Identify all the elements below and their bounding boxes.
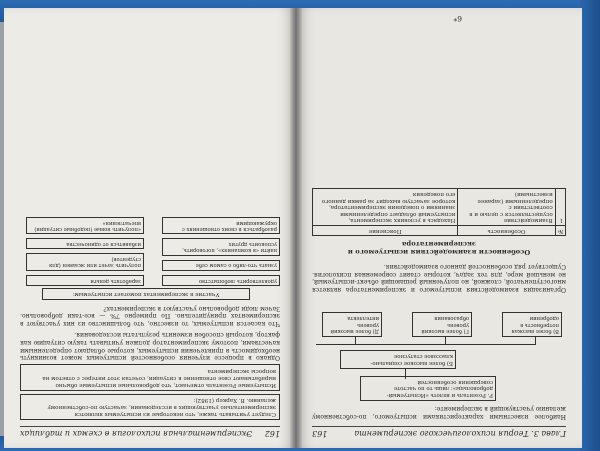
motive-box: «получить новые (подобные ситуации) впечатления» bbox=[26, 217, 144, 234]
left-page bbox=[4, 8, 296, 448]
running-head bbox=[20, 426, 280, 438]
motive-box: получить зачет или экзамен (для студентов) bbox=[26, 253, 144, 270]
diagram-box: Р. Розенталь и вплоть «Испытуемый-добровольцы»: лишь то по частоте совершения особенностей bbox=[360, 376, 496, 401]
connector bbox=[535, 337, 536, 345]
motive-box: найти «в компаниях», поговорить, успокоить других bbox=[162, 238, 280, 255]
right-page bbox=[296, 8, 582, 448]
motive-box: разобраться в своих отношениях с окружающими bbox=[162, 217, 280, 234]
body-paragraph: Что касается испытуемых, то известно, что большинство из них участвуют в экспериментах принудительно. По примерно 7% — все-таки добровольно. Зачем люди добровольно участвуют в экспериментах? bbox=[20, 304, 280, 327]
running-head bbox=[312, 426, 566, 438]
connector bbox=[355, 337, 356, 345]
table-row bbox=[313, 188, 566, 225]
motive-box: узнать что-либо о самом себе bbox=[162, 260, 280, 271]
diagram-box: Д) более высокий уровень интеллекта bbox=[322, 312, 382, 337]
diagram-box: Г) более высокий уровень образования bbox=[412, 312, 472, 337]
page-number: 162 bbox=[264, 429, 280, 438]
table-cell: Взаимодействие осуществляется с целью и в соответствии с определенными (заранее известными) bbox=[458, 188, 555, 225]
motive-box: удовлетворить любопытство bbox=[162, 275, 280, 286]
body-paragraph: Наиболее известными характеристиками испытуемого, по-собственному желанию участвующий в эксперименте: bbox=[312, 405, 566, 420]
running-head-title: Глава 3. Теория психологического эксперимента bbox=[354, 429, 566, 438]
motives-heading: Участие в экспериментах помогает испытуемым: bbox=[42, 288, 250, 300]
table-cell: Находясь в условиях эксперимента, испытуемый обладает определенными знаниями о поведении экспериментатора, которое зачастую выходит за рамки данного его поведения bbox=[313, 188, 458, 225]
table-header-cell: Особенность bbox=[458, 225, 555, 236]
footer-marker: 6* bbox=[453, 14, 462, 23]
volunteer-diagram bbox=[312, 297, 566, 401]
quote-box: Испытуемые Розенталь отмечают, что добровольные испытуемые обычно вырабатывают свое отношение к ситуации, сочетая этот интерес с ответом на вопросы эксперимента bbox=[20, 364, 280, 390]
page-number: 163 bbox=[312, 429, 328, 438]
motive-box: заработать деньги bbox=[26, 275, 144, 286]
motives-diagram bbox=[20, 204, 280, 300]
body-paragraph: Однако в процессе изучения особенностей испытуемых может возникнуть необходимость в привлечении испытуемых, которые обладают определенными качествами, поэтому экспериментатор должен учитывать такую ситуацию как фактор, который способен изменить результаты исследования. bbox=[20, 331, 280, 362]
book-cover-edge bbox=[580, 0, 600, 451]
body-paragraph: Организация взаимодействия испытуемого и экспериментатора является многоступенчатой, сложной, но полученный решающий объект-испытуемый, не меньшей мере, для тех задач, которые ставит современная психология. Существует ряд особенностей данного взаимодействия. bbox=[312, 263, 566, 293]
quote-box: Следует учитывать также, что некоторые из испытуемых являются экспериментально участвующих в исследовании, зачастую по-собственному желанию. В. Харкер (1982): bbox=[20, 394, 280, 420]
motive-box: избавиться от одиночества bbox=[26, 238, 144, 249]
table-cell: 1 bbox=[555, 188, 565, 225]
book-gutter bbox=[290, 8, 302, 448]
open-book bbox=[4, 8, 582, 448]
diagram-box: В) более высокая потребность в одобрении bbox=[502, 312, 562, 337]
motives-right-column bbox=[26, 213, 144, 286]
running-head-title: Экспериментальная психология в схемах и таблицах bbox=[20, 429, 253, 438]
connector bbox=[405, 369, 406, 379]
table-header-row bbox=[313, 225, 566, 236]
motives-left-column bbox=[162, 213, 280, 286]
table-header-cell: № bbox=[555, 225, 565, 236]
features-table bbox=[312, 188, 566, 237]
section-heading: Особенности взаимодействия испытуемого и экспериментатора bbox=[347, 240, 531, 257]
diagram-box: Б) более высокое социально-классовое статусное bbox=[340, 350, 456, 369]
connector bbox=[316, 344, 536, 345]
connector bbox=[445, 337, 446, 345]
table-header-cell: Пояснение bbox=[313, 225, 458, 236]
